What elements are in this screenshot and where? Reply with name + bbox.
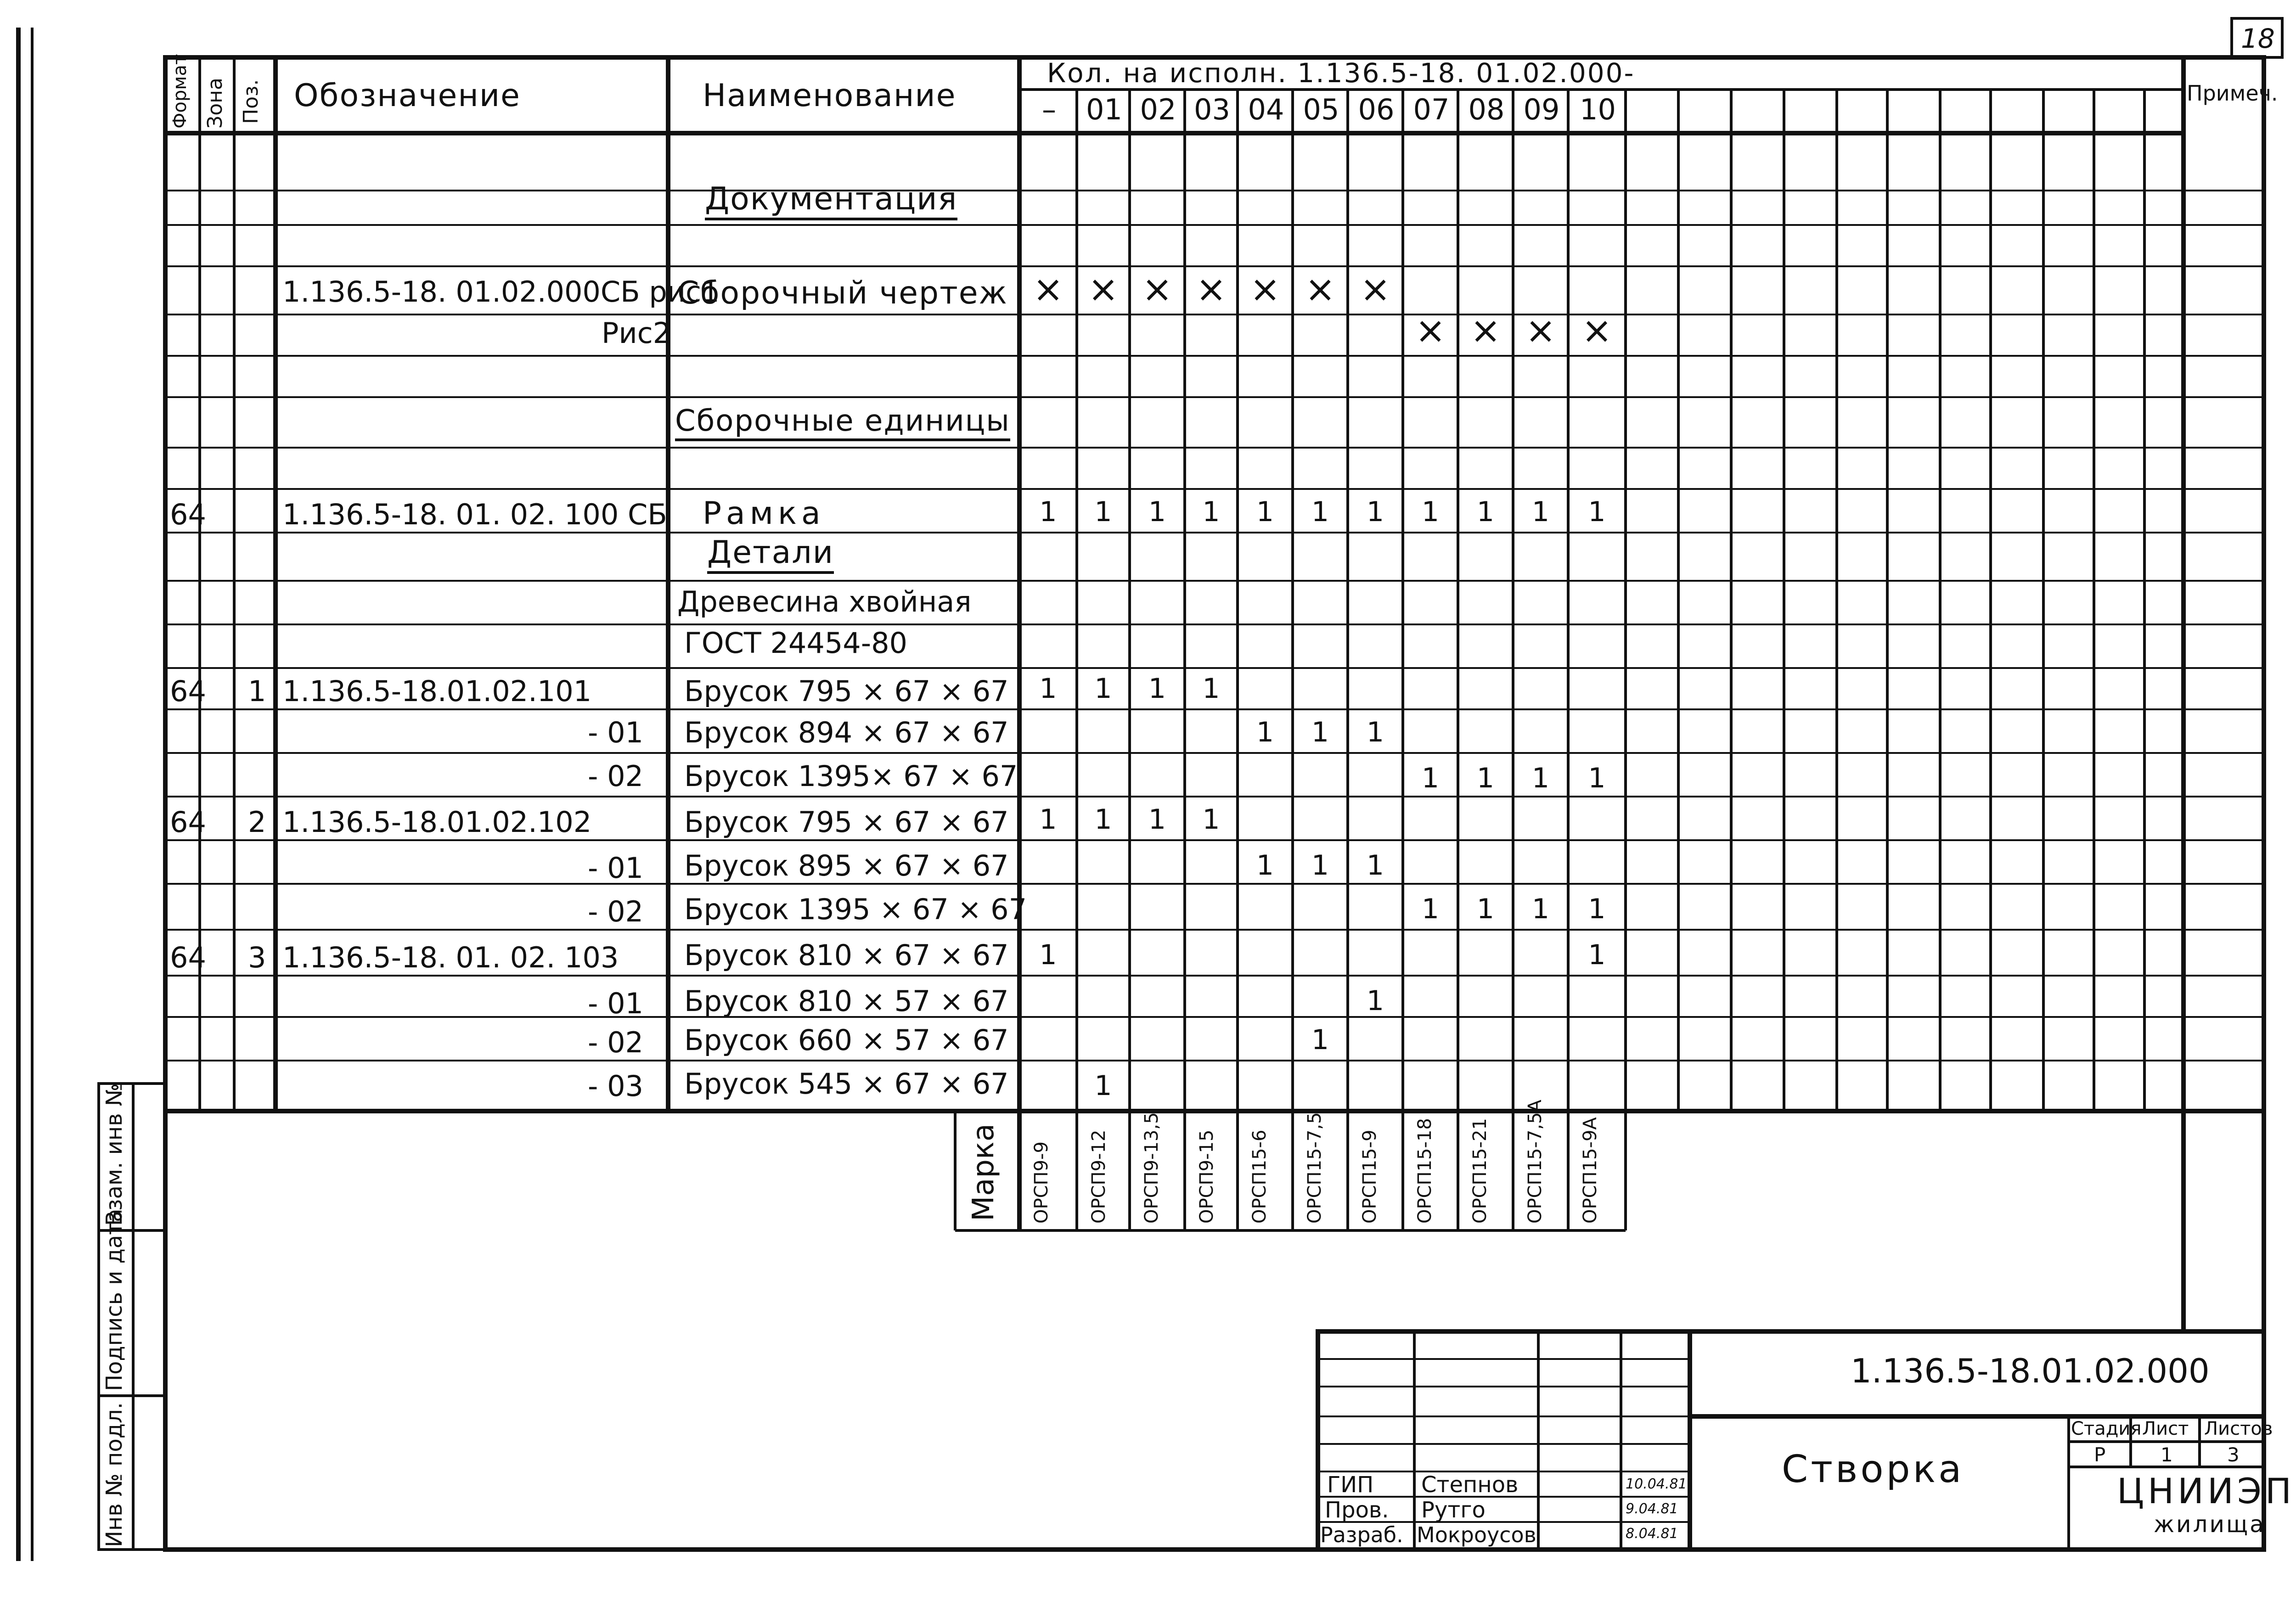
row-name: Брусок 545 × 67 × 67 <box>684 1067 1009 1101</box>
quantity-one: 1 <box>1588 939 1606 971</box>
quantity-one: 1 <box>1588 496 1606 528</box>
quantity-one: 1 <box>1366 985 1384 1017</box>
row-name: Брусок 795 × 67 × 67 <box>684 674 1009 708</box>
quantity-one: 1 <box>1531 496 1550 528</box>
row-pos: 3 <box>248 941 266 974</box>
person-role: Разраб. <box>1320 1522 1403 1547</box>
row-designation: 1.136.5-18. 01.02.000СБ рис1 <box>282 275 720 309</box>
person-name: Мокроусов <box>1417 1522 1536 1547</box>
row-designation: - 01 <box>588 851 643 885</box>
quantity-one: 1 <box>1148 496 1166 528</box>
row-name: Брусок 895 × 67 × 67 <box>684 849 1009 882</box>
quantity-cross: × <box>1195 268 1227 310</box>
quantity-one: 1 <box>1421 762 1440 794</box>
quantity-one: 1 <box>1531 762 1550 794</box>
quantity-one: 1 <box>1202 673 1220 705</box>
quantity-one: 1 <box>1148 803 1166 836</box>
row-designation: Рис2 <box>602 316 671 350</box>
variant-header: 09 <box>1523 93 1560 126</box>
quantity-one: 1 <box>1311 849 1329 882</box>
quantity-one: 1 <box>1531 893 1550 925</box>
header-zone: Зона <box>203 78 227 129</box>
row-designation: 1.136.5-18.01.02.101 <box>282 674 592 708</box>
person-name: Рутго <box>1421 1497 1486 1523</box>
quantity-cross: × <box>1581 309 1613 352</box>
header-name: Наименование <box>703 78 957 114</box>
quantity-one: 1 <box>1202 496 1220 528</box>
quantity-one: 1 <box>1366 849 1384 882</box>
row-designation: - 02 <box>588 1026 643 1059</box>
marka-cell: ОРСП15-9А <box>1580 1117 1601 1224</box>
quantity-one: 1 <box>1366 496 1384 528</box>
doc-title: Створка <box>1782 1448 1964 1491</box>
quantity-one: 1 <box>1311 716 1329 748</box>
quantity-one: 1 <box>1256 716 1274 748</box>
quantity-cross: × <box>1415 309 1446 352</box>
quantity-one: 1 <box>1039 803 1057 836</box>
quantity-one: 1 <box>1148 673 1166 705</box>
stage-label: Стадия <box>2071 1418 2142 1439</box>
row-designation: - 02 <box>588 895 643 928</box>
section-parts: Детали <box>707 537 834 574</box>
sheet-number: 18 <box>2241 23 2275 54</box>
row-designation: 1.136.5-18. 01. 02. 103 <box>282 941 619 974</box>
row-pos: 2 <box>248 805 266 839</box>
quantity-one: 1 <box>1094 803 1112 836</box>
quantity-one: 1 <box>1366 716 1384 748</box>
header-qty-title: Кол. на исполн. 1.136.5-18. 01.02.000- <box>1047 57 1635 89</box>
marka-cell: ОРСП9-12 <box>1088 1129 1109 1224</box>
row-name: Брусок 810 × 67 × 67 <box>684 938 1009 972</box>
variant-header: 03 <box>1194 93 1230 126</box>
row-name: Древесина хвойная <box>677 585 972 618</box>
person-date: 8.04.81 <box>1626 1526 1678 1542</box>
marka-cell: ОРСП9-13,5 <box>1141 1112 1162 1224</box>
header-pos: Поз. <box>239 79 263 124</box>
quantity-cross: × <box>1249 268 1281 310</box>
quantity-cross: × <box>1470 309 1501 352</box>
header-note: Примеч. <box>2187 81 2278 106</box>
quantity-cross: × <box>1305 268 1336 310</box>
sheet-value: 1 <box>2161 1443 2173 1466</box>
row-designation: - 01 <box>588 987 643 1020</box>
marka-cell: ОРСП9-15 <box>1196 1129 1217 1224</box>
quantity-one: 1 <box>1039 939 1057 971</box>
row-name: Сборочный чертеж <box>677 275 1008 311</box>
row-name: Брусок 1395 × 67 × 67 <box>684 893 1027 926</box>
variant-header: 07 <box>1413 93 1450 126</box>
quantity-one: 1 <box>1311 496 1329 528</box>
row-designation: - 01 <box>588 716 643 749</box>
row-format: 64 <box>170 498 206 531</box>
row-designation: - 03 <box>588 1069 643 1103</box>
row-designation: 1.136.5-18. 01. 02. 100 СБ <box>282 498 667 531</box>
quantity-cross: × <box>1032 268 1064 310</box>
quantity-one: 1 <box>1476 762 1495 794</box>
row-pos: 1 <box>248 674 266 708</box>
person-role: ГИП <box>1327 1472 1374 1498</box>
row-name: ГОСТ 24454-80 <box>684 626 907 660</box>
sheets-value: 3 <box>2227 1443 2240 1466</box>
org-name: ЦНИИЭП <box>2117 1471 2296 1511</box>
quantity-cross: × <box>1360 268 1391 310</box>
row-designation: - 02 <box>588 759 643 793</box>
quantity-cross: × <box>1525 309 1556 352</box>
quantity-one: 1 <box>1039 673 1057 705</box>
doc-code: 1.136.5-18.01.02.000 <box>1851 1352 2210 1390</box>
variant-header: 01 <box>1086 93 1122 126</box>
variant-header: 05 <box>1303 93 1339 126</box>
marka-cell: ОРСП9-9 <box>1031 1141 1052 1224</box>
variant-header: 06 <box>1358 93 1395 126</box>
side-label-inv: Инв № подл. <box>101 1402 127 1547</box>
variant-header: 04 <box>1248 93 1284 126</box>
quantity-one: 1 <box>1476 496 1495 528</box>
quantity-one: 1 <box>1039 496 1057 528</box>
person-name: Степнов <box>1421 1472 1519 1498</box>
quantity-one: 1 <box>1202 803 1220 836</box>
row-format: 64 <box>170 941 206 974</box>
header-designation: Обозначение <box>294 78 521 114</box>
side-label-replace: Взам. инв № <box>101 1083 127 1226</box>
section-documentation: Документация <box>705 184 957 220</box>
org-subname: жилища <box>2154 1511 2266 1538</box>
quantity-one: 1 <box>1094 673 1112 705</box>
person-role: Пров. <box>1325 1497 1389 1523</box>
row-format: 64 <box>170 674 206 708</box>
side-label-sign: Подпись и дата <box>101 1208 127 1391</box>
row-name: Брусок 795 × 67 × 67 <box>684 805 1009 839</box>
marka-label: Марка <box>967 1123 1001 1221</box>
variant-header: – <box>1042 93 1056 126</box>
marka-cell: ОРСП15-9 <box>1359 1129 1380 1224</box>
variant-header: 02 <box>1140 93 1176 126</box>
marka-cell: ОРСП15-6 <box>1249 1129 1270 1224</box>
quantity-one: 1 <box>1588 893 1606 925</box>
quantity-one: 1 <box>1476 893 1495 925</box>
row-name: Брусок 1395× 67 × 67 <box>684 759 1018 793</box>
row-name: Рамка <box>703 495 825 532</box>
row-name: Брусок 660 × 57 × 67 <box>684 1023 1009 1057</box>
quantity-one: 1 <box>1421 893 1440 925</box>
row-designation: 1.136.5-18.01.02.102 <box>282 805 592 839</box>
section-assemblies: Сборочные единицы <box>675 406 1010 441</box>
marka-cell: ОРСП15-18 <box>1414 1118 1435 1224</box>
quantity-cross: × <box>1087 268 1119 310</box>
marka-cell: ОРСП15-7,5А <box>1525 1100 1546 1224</box>
row-format: 64 <box>170 805 206 839</box>
quantity-one: 1 <box>1094 496 1112 528</box>
person-date: 9.04.81 <box>1626 1501 1678 1517</box>
row-name: Брусок 894 × 67 × 67 <box>684 716 1009 749</box>
marka-cell: ОРСП15-7,5 <box>1304 1112 1325 1224</box>
row-name: Брусок 810 × 57 × 67 <box>684 984 1009 1018</box>
quantity-one: 1 <box>1588 762 1606 794</box>
quantity-one: 1 <box>1421 496 1440 528</box>
person-date: 10.04.81 <box>1626 1476 1687 1492</box>
sheet-label: Лист <box>2142 1418 2189 1439</box>
quantity-cross: × <box>1142 268 1173 310</box>
sheets-label: Листов <box>2204 1418 2273 1439</box>
quantity-one: 1 <box>1311 1024 1329 1056</box>
quantity-one: 1 <box>1256 849 1274 882</box>
quantity-one: 1 <box>1094 1070 1112 1102</box>
quantity-one: 1 <box>1256 496 1274 528</box>
variant-header: 10 <box>1580 93 1616 126</box>
header-format: Формат <box>169 54 191 129</box>
variant-header: 08 <box>1468 93 1505 126</box>
marka-cell: ОРСП15-21 <box>1469 1118 1491 1224</box>
stage-value: Р <box>2094 1443 2106 1466</box>
